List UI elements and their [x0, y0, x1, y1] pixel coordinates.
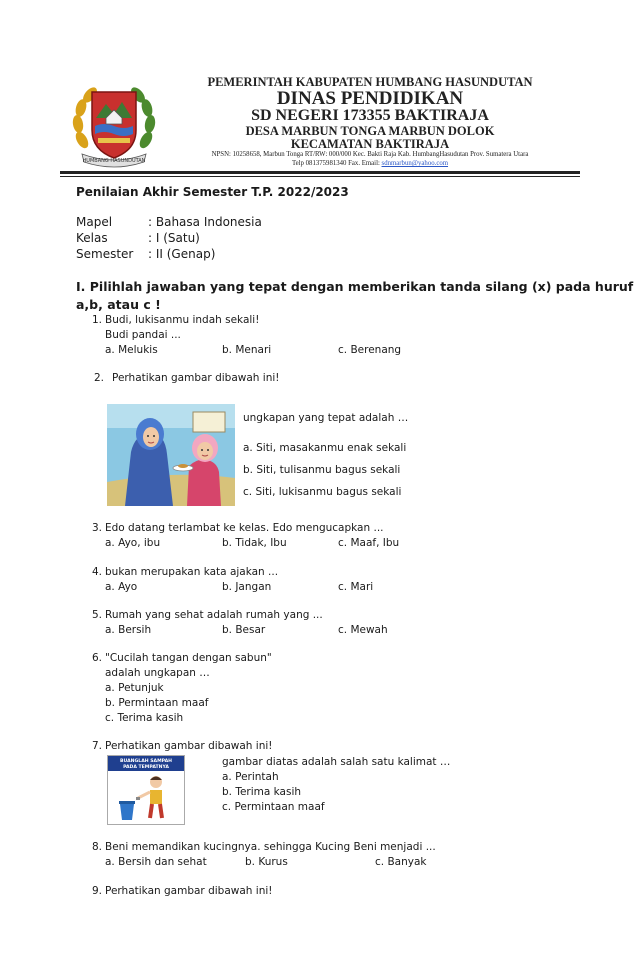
q4-number: 4.: [92, 566, 103, 578]
poster-text-line1: BUANGLAH SAMPAH: [120, 759, 172, 764]
letterhead-address: NPSN: 10258658, Marbun Tonga RT/RW: 000/000 Kec. Bakti Raja Kab. HumbangHasudutan Prov. Sumatera Utara: [211, 151, 529, 158]
q7-number: 7.: [92, 740, 103, 752]
q6-option-c[interactable]: c. Terima kasih: [105, 712, 184, 724]
q4-stem: bukan merupakan kata ajakan ...: [105, 566, 279, 578]
q5-option-a[interactable]: a. Bersih: [105, 624, 152, 636]
info-value-kelas: : I (Satu): [148, 231, 200, 245]
q2-option-b[interactable]: b. Siti, tulisanmu bagus sekali: [243, 464, 401, 476]
q7-option-b[interactable]: b. Terima kasih: [222, 786, 302, 798]
q6-option-a[interactable]: a. Petunjuk: [105, 682, 164, 694]
info-label-semester: Semester: [76, 247, 134, 261]
q6-line2: adalah ungkapan …: [105, 667, 210, 679]
contact-text: Telp 081375981340 Fax. Email:: [291, 160, 382, 167]
q1-line1: Budi, lukisanmu indah sekali!: [105, 314, 260, 326]
q5-number: 5.: [92, 609, 103, 621]
q3-option-c[interactable]: c. Maaf, Ibu: [338, 537, 400, 549]
exam-title: Penilaian Akhir Semester T.P. 2022/2023: [76, 185, 349, 199]
q2-option-a[interactable]: a. Siti, masakanmu enak sekali: [243, 442, 407, 454]
letterhead-line1: PEMERINTAH KABUPATEN HUMBANG HASUNDUTAN: [207, 75, 533, 89]
district-emblem-icon: [68, 78, 160, 170]
q2-stem: Perhatikan gambar dibawah ini!: [112, 372, 280, 384]
q8-option-b[interactable]: b. Kurus: [245, 856, 288, 868]
letterhead-rule-thin: [60, 176, 580, 177]
q8-option-a[interactable]: a. Bersih dan sehat: [105, 856, 207, 868]
info-label-mapel: Mapel: [76, 215, 113, 229]
letterhead-line2: DINAS PENDIDIKAN: [276, 88, 464, 109]
q2-illustration: [107, 404, 235, 506]
q3-stem: Edo datang terlambat ke kelas. Edo mengucapkan ...: [105, 522, 384, 534]
q9-stem: Perhatikan gambar dibawah ini!: [105, 885, 273, 897]
poster-text-line2: PADA TEMPATNYA: [123, 765, 169, 770]
q8-number: 8.: [92, 841, 103, 853]
email-link[interactable]: sdnmarbun@yahoo.com: [381, 160, 449, 167]
q4-option-b[interactable]: b. Jangan: [222, 581, 272, 593]
q1-option-a[interactable]: a. Melukis: [105, 344, 158, 356]
q8-stem: Beni memandikan kucingnya. sehingga Kucing Beni menjadi ...: [105, 841, 436, 853]
q7-poster-image: [107, 755, 185, 825]
q3-number: 3.: [92, 522, 103, 534]
q6-number: 6.: [92, 652, 103, 664]
q4-option-c[interactable]: c. Mari: [338, 581, 374, 593]
q1-option-c[interactable]: c. Berenang: [338, 344, 402, 356]
section-instruction-line2: a,b, atau c !: [76, 297, 161, 312]
letterhead-contact: [150, 160, 590, 167]
q7-stem: Perhatikan gambar dibawah ini!: [105, 740, 273, 752]
q3-option-b[interactable]: b. Tidak, Ibu: [222, 537, 287, 549]
info-value-mapel: : Bahasa Indonesia: [148, 215, 262, 229]
q4-option-a[interactable]: a. Ayo: [105, 581, 138, 593]
q2-number: 2.: [94, 372, 105, 384]
q1-number: 1.: [92, 314, 103, 326]
q8-option-c[interactable]: c. Banyak: [375, 856, 427, 868]
q5-option-b[interactable]: b. Besar: [222, 624, 266, 636]
q5-stem: Rumah yang sehat adalah rumah yang ...: [105, 609, 323, 621]
letterhead-rule-thick: [60, 171, 580, 174]
info-value-semester: : II (Genap): [148, 247, 216, 261]
letterhead-line4: DESA MARBUN TONGA MARBUN DOLOK: [245, 124, 495, 138]
q9-number: 9.: [92, 885, 103, 897]
q6-option-b[interactable]: b. Permintaan maaf: [105, 697, 209, 709]
q5-option-c[interactable]: c. Mewah: [338, 624, 388, 636]
svg-text:HUMBANG HASUNDUTAN: HUMBANG HASUNDUTAN: [82, 158, 146, 164]
letterhead-line5: KECAMATAN BAKTIRAJA: [290, 137, 450, 151]
section-instruction-line1: I. Pilihlah jawaban yang tepat dengan memberikan tanda silang (x) pada huruf: [76, 279, 634, 294]
q2-prompt: ungkapan yang tepat adalah …: [243, 412, 409, 424]
q7-prompt: gambar diatas adalah salah satu kalimat …: [222, 756, 451, 768]
q7-option-c[interactable]: c. Permintaan maaf: [222, 801, 325, 813]
letterhead-line3: SD NEGERI 173355 BAKTIRAJA: [251, 107, 489, 124]
q3-option-a[interactable]: a. Ayo, ibu: [105, 537, 161, 549]
q1-line2: Budi pandai ...: [105, 329, 181, 341]
q7-option-a[interactable]: a. Perintah: [222, 771, 279, 783]
q1-option-b[interactable]: b. Menari: [222, 344, 272, 356]
info-label-kelas: Kelas: [76, 231, 108, 245]
q2-option-c[interactable]: c. Siti, lukisanmu bagus sekali: [243, 486, 402, 498]
q6-line1: "Cucilah tangan dengan sabun": [105, 652, 272, 664]
